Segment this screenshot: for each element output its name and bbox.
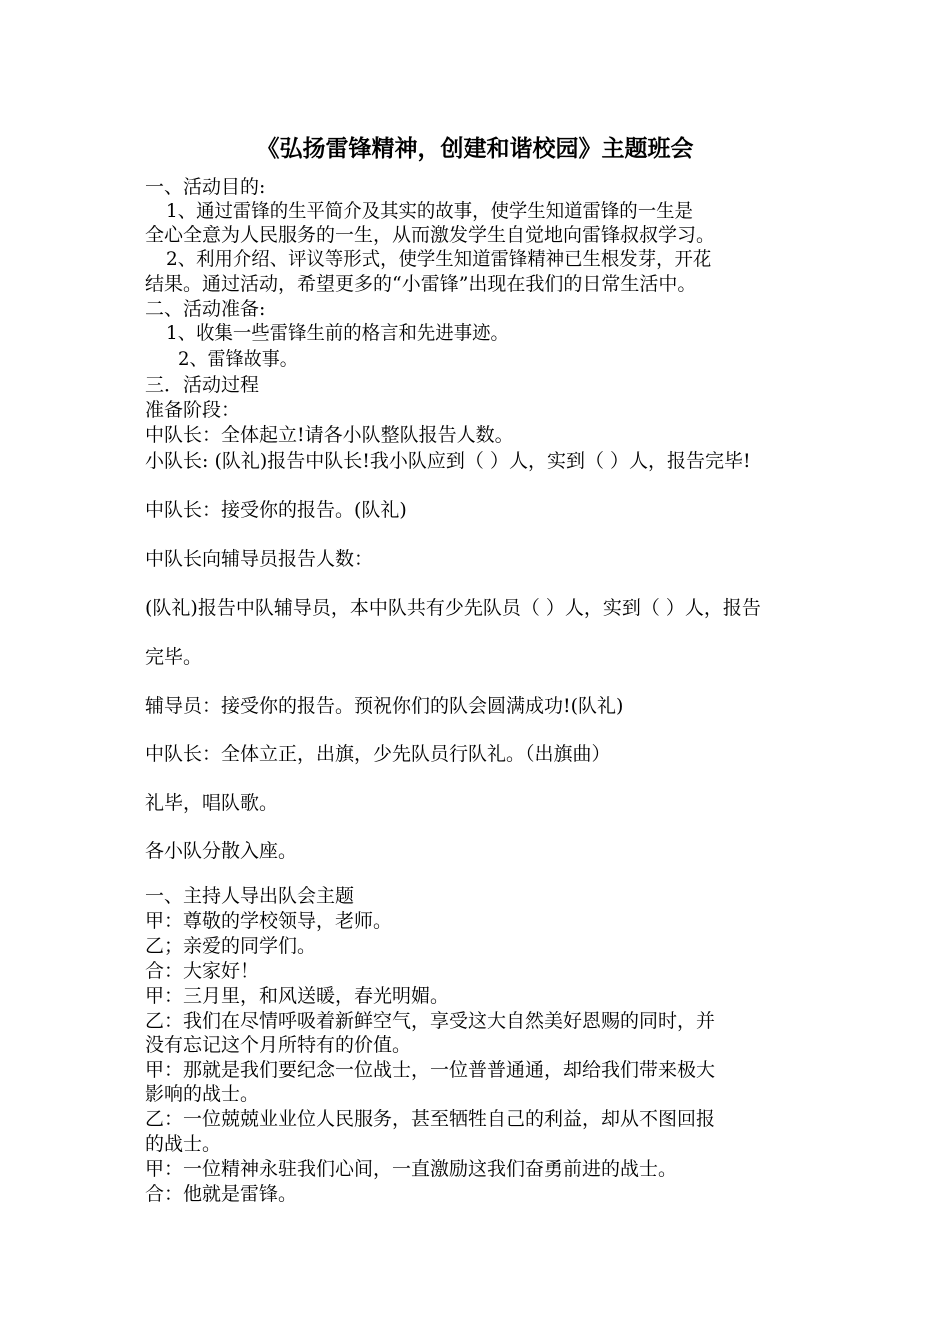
paragraph-line: 结果。通过活动，希望更多的“小雷锋”出现在我们的日常生活中。 bbox=[145, 273, 697, 295]
dialogue-line: 没有忘记这个月所特有的价值。 bbox=[145, 1034, 412, 1056]
paragraph-line: 中队长：接受你的报告。(队礼) bbox=[145, 499, 407, 521]
paragraph-line: 辅导员：接受你的报告。预祝你们的队会圆满成功!(队礼) bbox=[145, 695, 624, 717]
paragraph-line: 中队长向辅导员报告人数： bbox=[145, 548, 374, 570]
section-heading-process: 三．活动过程 bbox=[145, 374, 260, 396]
section-heading-purpose: 一、活动目的: bbox=[145, 176, 266, 198]
section-heading-host: 一、主持人导出队会主题 bbox=[145, 885, 355, 907]
paragraph-line: 1、收集一些雷锋生前的格言和先进事迹。 bbox=[166, 322, 509, 344]
paragraph-line: 全心全意为人民服务的一生，从而激发学生自觉地向雷锋叔叔学习。 bbox=[145, 224, 716, 246]
dialogue-line: 甲：尊敬的学校领导，老师。 bbox=[145, 910, 393, 932]
dialogue-line: 甲：三月里，和风送暖，春光明媚。 bbox=[145, 985, 450, 1007]
paragraph-line: (队礼)报告中队辅导员，本中队共有少先队员（ ）人，实到（ ）人，报告 bbox=[145, 597, 761, 619]
paragraph-line: 完毕。 bbox=[145, 646, 203, 668]
dialogue-line: 合：大家好！ bbox=[145, 960, 260, 982]
paragraph-line: 中队长：全体起立!请各小队整队报告人数。 bbox=[145, 424, 514, 446]
paragraph-line: 准备阶段： bbox=[145, 399, 241, 421]
dialogue-line: 的战士。 bbox=[145, 1133, 222, 1155]
paragraph-line: 1、通过雷锋的生平简介及其实的故事，使学生知道雷锋的一生是 bbox=[166, 200, 693, 222]
paragraph-line: 各小队分散入座。 bbox=[145, 840, 298, 862]
paragraph-line: 小队长: (队礼)报告中队长!我小队应到（ ）人，实到（ ）人，报告完毕! bbox=[145, 450, 751, 472]
dialogue-line: 乙：我们在尽情呼吸着新鲜空气，享受这大自然美好恩赐的同时，并 bbox=[145, 1010, 716, 1032]
dialogue-line: 甲：一位精神永驻我们心间，一直激励这我们奋勇前进的战士。 bbox=[145, 1158, 678, 1180]
document-title: 《弘扬雷锋精神，创建和谐校园》主题班会 bbox=[256, 135, 694, 162]
paragraph-line: 2、利用介绍、评议等形式，使学生知道雷锋精神已生根发芽，开花 bbox=[166, 248, 712, 270]
dialogue-line: 甲：那就是我们要纪念一位战士，一位普普通通，却给我们带来极大 bbox=[145, 1059, 716, 1081]
paragraph-line: 礼毕，唱队歌。 bbox=[145, 792, 279, 814]
dialogue-line: 合：他就是雷锋。 bbox=[145, 1183, 298, 1205]
dialogue-line: 影响的战士。 bbox=[145, 1083, 260, 1105]
paragraph-line: 中队长：全体立正，出旗，少先队员行队礼。（出旗曲） bbox=[145, 743, 611, 765]
section-heading-preparation: 二、活动准备: bbox=[145, 298, 266, 320]
dialogue-line: 乙：一位兢兢业业位人民服务，甚至牺牲自己的利益，却从不图回报 bbox=[145, 1108, 716, 1130]
paragraph-line: 2、雷锋故事。 bbox=[178, 348, 298, 370]
dialogue-line: 乙；亲爱的同学们。 bbox=[145, 935, 317, 957]
